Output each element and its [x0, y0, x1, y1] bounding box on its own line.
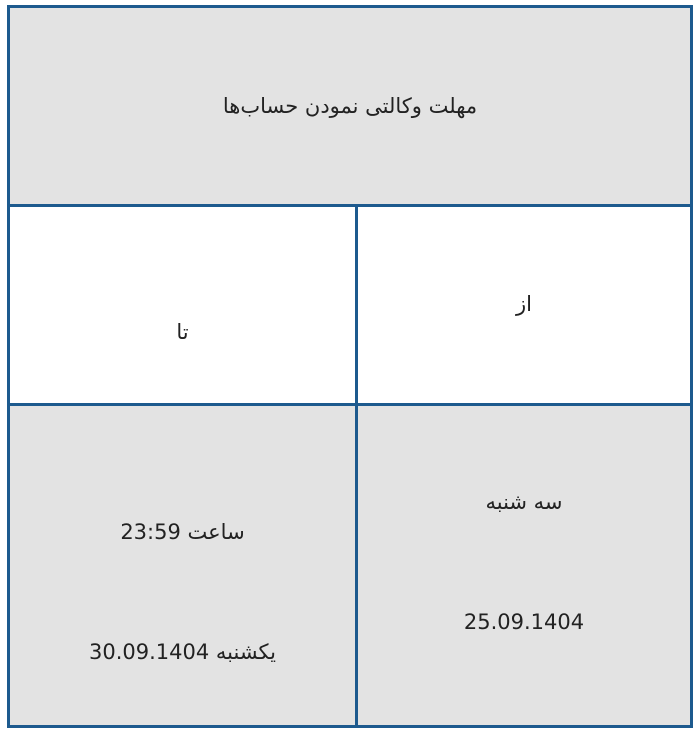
from-date: 25.09.1404 [463, 610, 585, 634]
from-weekday: سه شنبه [485, 490, 563, 514]
table-title: مهلت وکالتی نمودن حساب‌ها [222, 94, 478, 118]
to-date: یکشنبه 30.09.1404 [88, 640, 277, 664]
to-header: تا [176, 320, 189, 344]
table-title-cell [10, 8, 690, 207]
from-header: از [516, 292, 532, 316]
to-value-cell [10, 406, 358, 725]
from-value-cell [358, 406, 690, 725]
deadline-table [7, 5, 693, 728]
to-time: ساعت 23:59 [120, 520, 245, 544]
from-header-cell [358, 207, 690, 406]
to-header-cell [10, 207, 358, 406]
